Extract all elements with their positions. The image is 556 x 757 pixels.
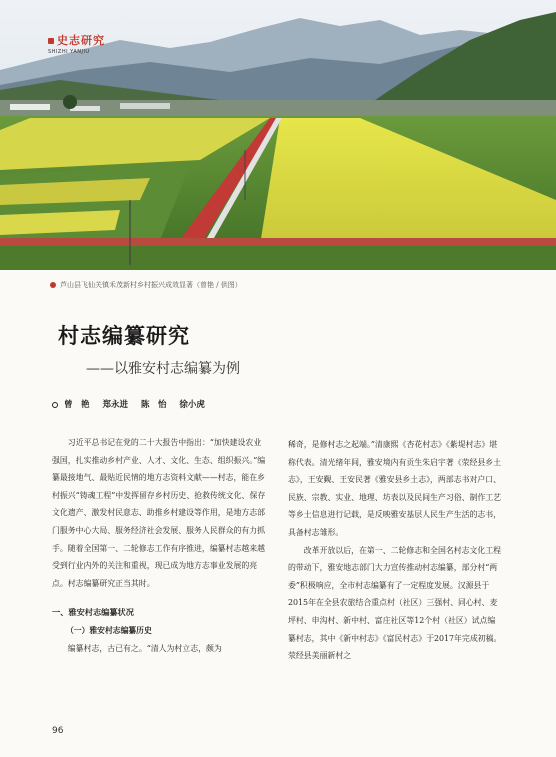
author-name: 陈 怡	[140, 400, 167, 410]
photo-caption: 芦山县飞仙关镇禾茂新村乡村振兴成效显著（曾艳 / 供图）	[50, 280, 242, 290]
author-line	[52, 398, 215, 410]
section-title: 史志研究	[48, 32, 105, 48]
section-heading: 一、雅安村志编纂状况	[52, 607, 134, 618]
article-subtitle: ——以雅安村志编纂为例	[86, 361, 240, 377]
subsection-heading: （一）雅安村志编纂历史	[66, 625, 152, 635]
article-title: 村志编纂研究	[58, 323, 190, 348]
body-column-right	[288, 436, 502, 665]
page-number: 96	[52, 726, 64, 736]
paragraph: 稀奇，是修村志之起端。”清康熙《杏花村志》《紫堤村志》堪称代表。清光绪年间，雅安境内有贡生朱启宇著《荥经县乡土志》，王安覲、王安民著《雅安县乡土志》，两部志书对户口、民族、宗教、实业、地理、坊表以及民间生产习俗、制作工艺等乡土信息进行记载，是反映雅安基层人民生产生活的志书，具备村志雏形。	[288, 440, 502, 537]
section-subtitle: SHIZHI YANJIU	[48, 49, 90, 55]
body-column-left	[52, 434, 266, 657]
paragraph: 习近平总书记在党的二十大报告中指出：“加快建设农业强国，扎实推动乡村产业、人才、文化、生态、组织振兴。”编纂最接地气、最贴近民情的地方志资料文献——村志，能在乡村振兴“铸魂工程”中发挥留存乡村历史、抢救传统文化、保存文化遗产、激发村民意志、助推乡村建设等作用，是地方志部门服务中心大局、服务经济社会发展、服务人民群众的有力抓手。随着全国第一、二轮修志工作有序推进，编纂村志越来越受到行业内外的关注和重视，现已成为地方志事业发展的亮点。村志编纂研究正当其时。	[52, 438, 266, 588]
author-name: 徐小虎	[179, 400, 205, 410]
paragraph: 编纂村志，古已有之。“清人为村立志，颇为	[67, 643, 222, 653]
author-name: 曾 艳	[63, 400, 90, 410]
section-badge	[48, 32, 105, 55]
author-bullet-icon	[52, 402, 58, 408]
paragraph: 改革开放以后，在第一、二轮修志和全国名村志文化工程的带动下，雅安地志部门大力宣传推动村志编纂，部分村“两委”积极响应，全市村志编纂有了一定程度发展。汉源县于2015年在全县农旅结合重点村（社区）三强村、同心村、麦坪村、申沟村、新中村、富庄社区等12个村（社区）试点编纂村志，其中《新中村志》《富民村志》于2017年完成初稿。荥经县美丽新村之	[288, 545, 502, 661]
author-name: 郑永进	[102, 400, 128, 410]
caption-bullet-icon	[50, 282, 56, 288]
